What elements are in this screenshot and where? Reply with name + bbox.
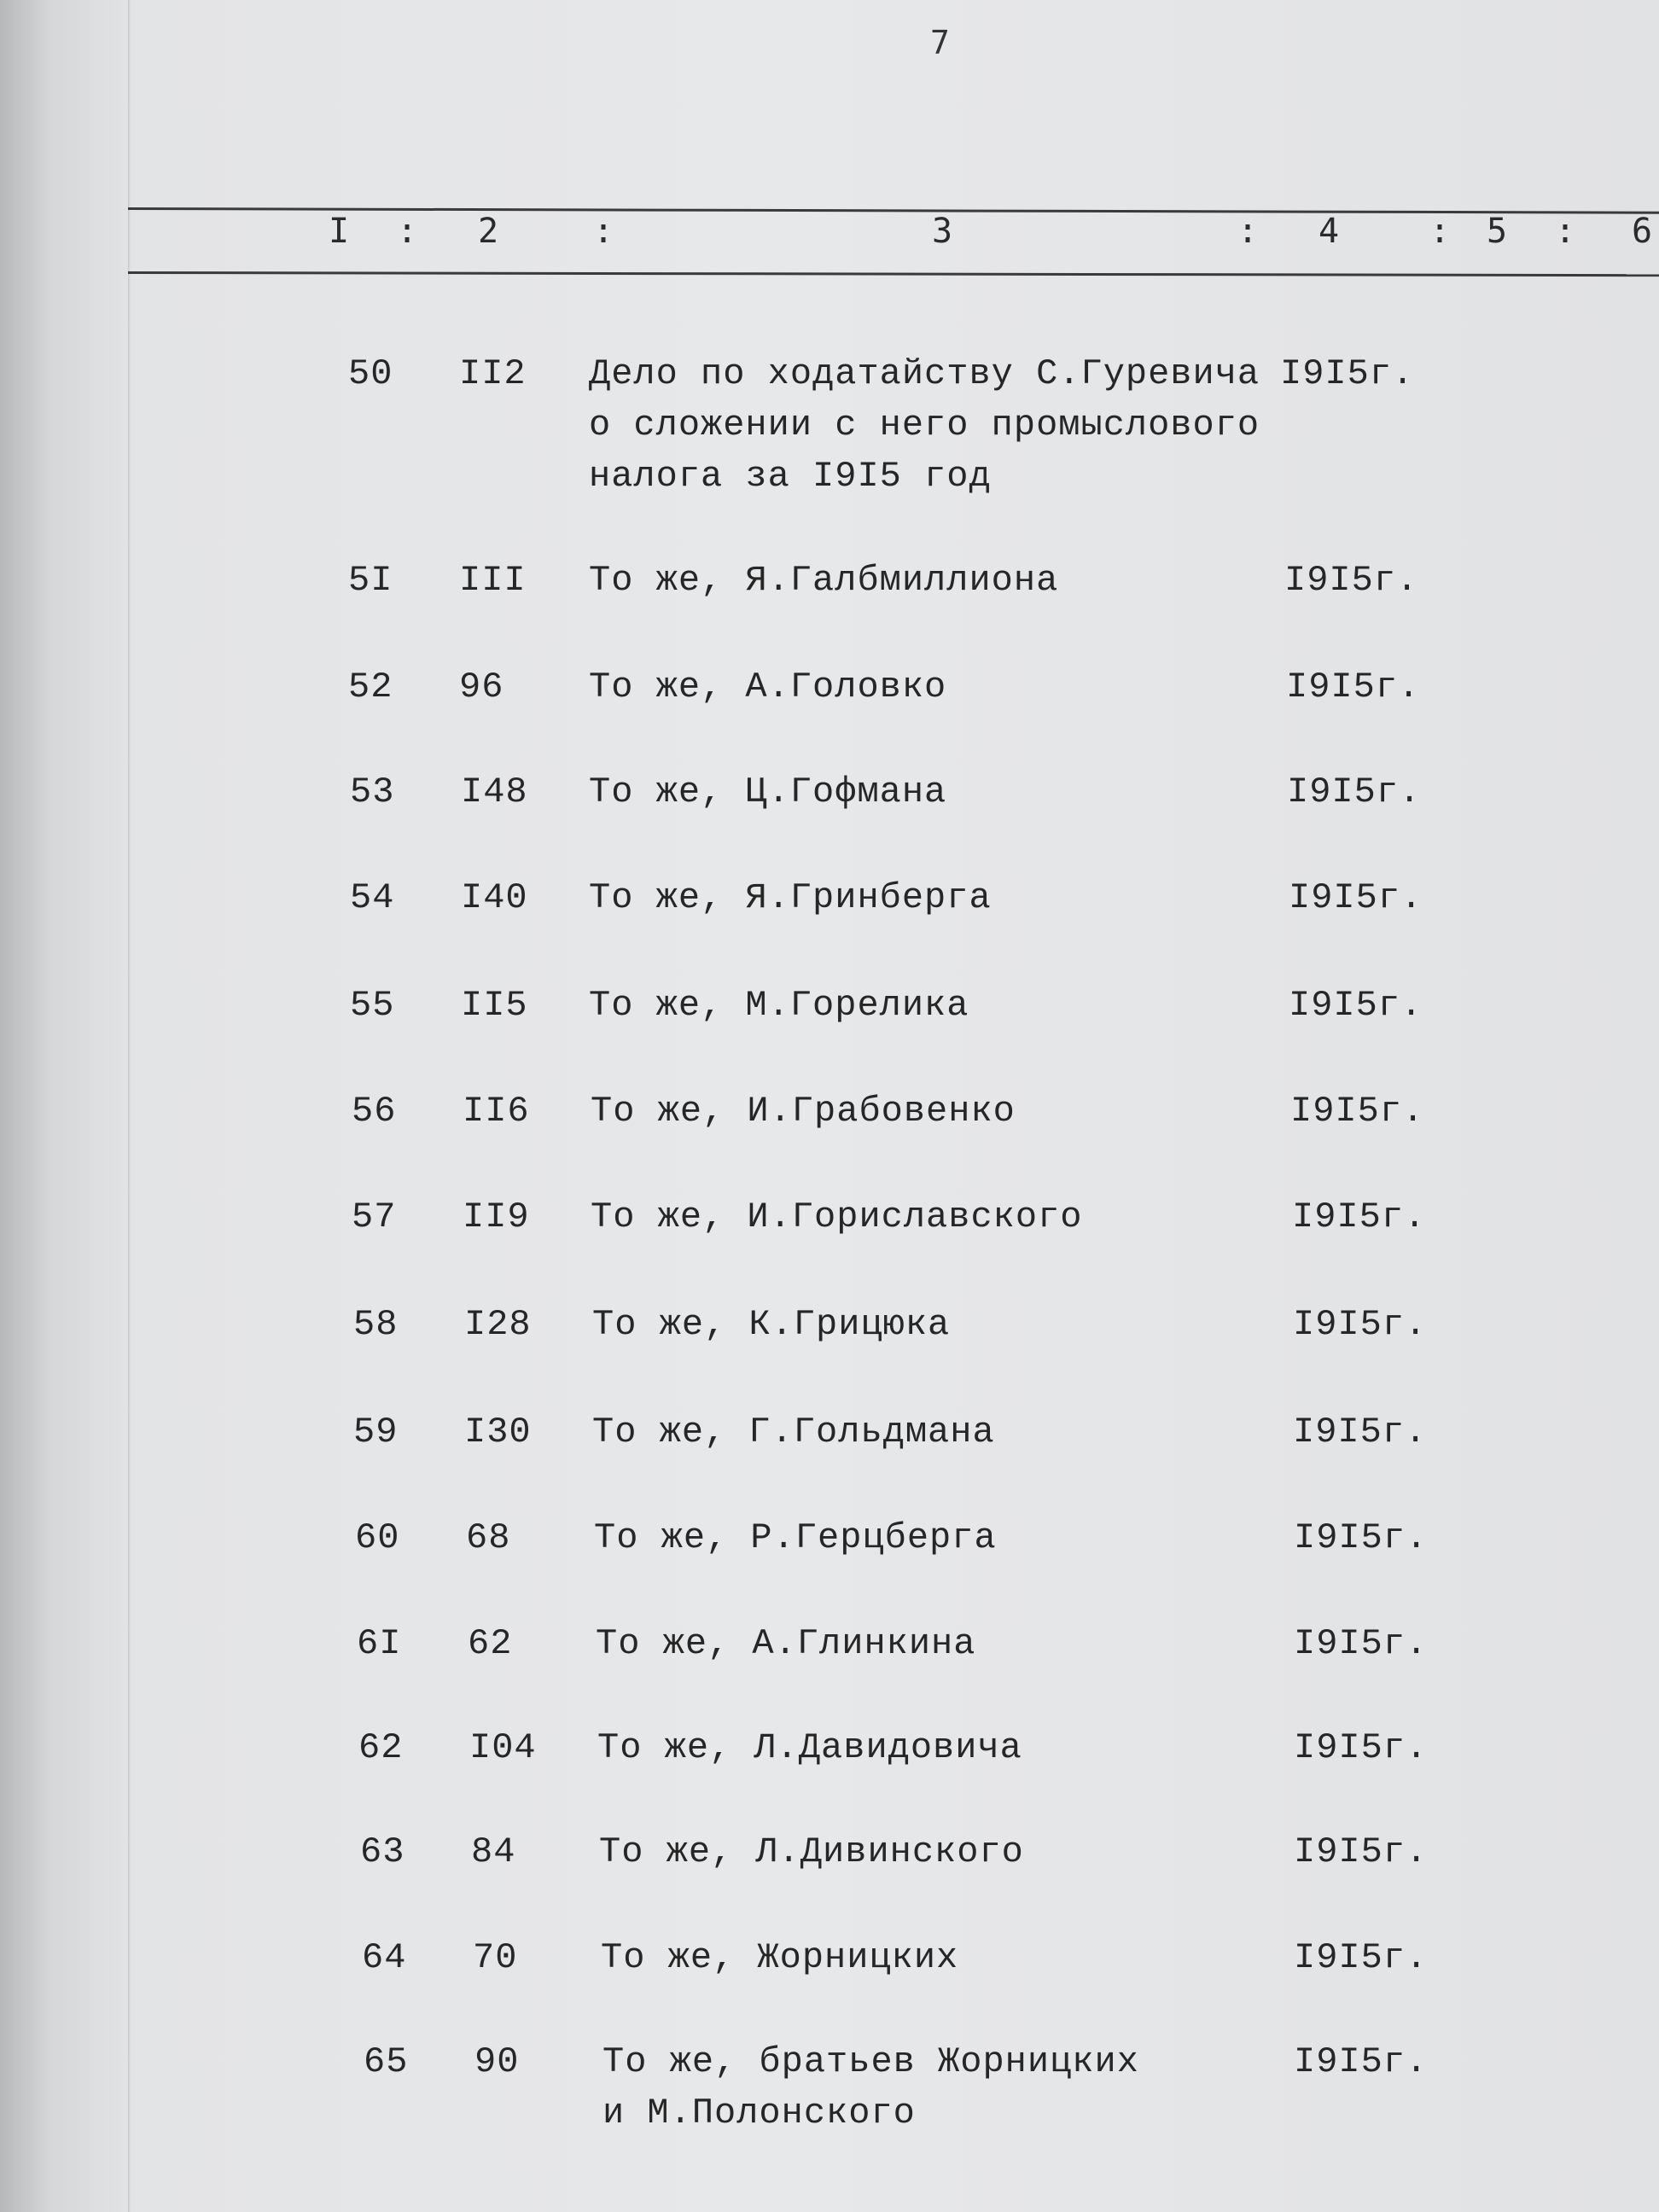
header-bottom-rule	[128, 271, 1659, 276]
row-number: 5I	[348, 560, 393, 601]
row-number: 58	[353, 1304, 399, 1345]
file-number: II9	[463, 1196, 530, 1237]
file-title: То же, Ц.Гофмана	[589, 771, 947, 812]
file-number: II5	[461, 985, 528, 1026]
file-title: То же, Я.Галбмиллиона	[589, 560, 1059, 601]
file-number: 84	[471, 1831, 516, 1872]
file-number: 70	[473, 1937, 518, 1978]
file-year: I9I5г.	[1290, 1091, 1425, 1132]
page-edge-shadow	[128, 0, 131, 2212]
file-title: То же, А.Головко	[589, 667, 947, 707]
file-year: I9I5г.	[1294, 1623, 1429, 1664]
file-year: I9I5г.	[1294, 1937, 1429, 1978]
page-number: 7	[930, 24, 950, 61]
file-number: II6	[463, 1091, 530, 1132]
file-year: I9I5г.	[1293, 1304, 1428, 1345]
file-number: I30	[464, 1412, 532, 1452]
file-title: То же, А.Глинкина	[596, 1623, 976, 1664]
file-number: I48	[461, 771, 528, 812]
file-title: То же, М.Горелика	[589, 985, 969, 1026]
file-year: I9I5г.	[1289, 877, 1423, 918]
row-number: 6I	[357, 1623, 402, 1664]
header-col-4: 4	[1318, 212, 1340, 251]
file-year: I9I5г.	[1280, 353, 1415, 394]
header-separator: :	[593, 212, 614, 251]
header-separator: :	[1555, 212, 1576, 251]
file-year: I9I5г.	[1294, 1517, 1429, 1558]
header-separator: :	[1429, 212, 1451, 251]
row-number: 60	[355, 1517, 400, 1558]
column-header-row	[0, 212, 1659, 263]
file-year: I9I5г.	[1284, 560, 1419, 601]
file-year: I9I5г.	[1287, 771, 1422, 812]
header-separator: :	[397, 212, 418, 251]
file-title: То же, Л.Дивинского	[599, 1831, 1024, 1872]
file-title: То же, К.Грицюка	[592, 1304, 951, 1345]
file-number: 90	[474, 2041, 520, 2082]
file-title: То же, Л.Давидовича	[597, 1727, 1022, 1768]
header-col-3: 3	[932, 212, 953, 251]
file-title: То же, братьев Жорницких и М.Полонского	[602, 2041, 1139, 2133]
row-number: 54	[350, 877, 395, 918]
file-year: I9I5г.	[1294, 1831, 1429, 1872]
file-title: То же, Я.Гринберга	[589, 877, 992, 918]
file-title: То же, И.Грабовенко	[591, 1091, 1016, 1132]
row-number: 62	[358, 1727, 404, 1768]
file-title: Дело по ходатайству С.Гуревича о сложении с него промыслового налога за I9I5 год	[589, 353, 1260, 497]
file-number: II2	[459, 353, 527, 394]
row-number: 63	[360, 1831, 405, 1872]
file-number: 62	[468, 1623, 513, 1664]
file-year: I9I5г.	[1286, 667, 1421, 707]
row-number: 64	[362, 1937, 407, 1978]
file-year: I9I5г.	[1294, 2041, 1429, 2082]
row-number: 55	[350, 985, 395, 1026]
row-number: 53	[350, 771, 395, 812]
file-year: I9I5г.	[1289, 985, 1423, 1026]
file-number: 68	[466, 1517, 511, 1558]
row-number: 50	[348, 353, 393, 394]
file-year: I9I5г.	[1294, 1727, 1429, 1768]
header-col-2: 2	[478, 212, 499, 251]
header-col-1: I	[329, 212, 350, 251]
file-title: То же, Г.Гольдмана	[592, 1412, 995, 1452]
header-col-5: 5	[1487, 212, 1508, 251]
file-year: I9I5г.	[1292, 1196, 1427, 1237]
file-number: 96	[459, 667, 504, 707]
file-number: I40	[461, 877, 528, 918]
file-title: То же, И.Гориславского	[591, 1196, 1083, 1237]
header-col-6: 6	[1632, 212, 1653, 251]
row-number: 65	[364, 2041, 409, 2082]
file-number: III	[459, 560, 527, 601]
row-number: 59	[353, 1412, 399, 1452]
file-title: То же, Жорницких	[601, 1937, 959, 1978]
file-year: I9I5г.	[1293, 1412, 1428, 1452]
row-number: 52	[348, 667, 393, 707]
row-number: 57	[352, 1196, 397, 1237]
row-number: 56	[352, 1091, 397, 1132]
header-separator: :	[1237, 212, 1259, 251]
file-number: I28	[464, 1304, 532, 1345]
file-title: То же, Р.Герцберга	[594, 1517, 997, 1558]
file-number: I04	[469, 1727, 537, 1768]
